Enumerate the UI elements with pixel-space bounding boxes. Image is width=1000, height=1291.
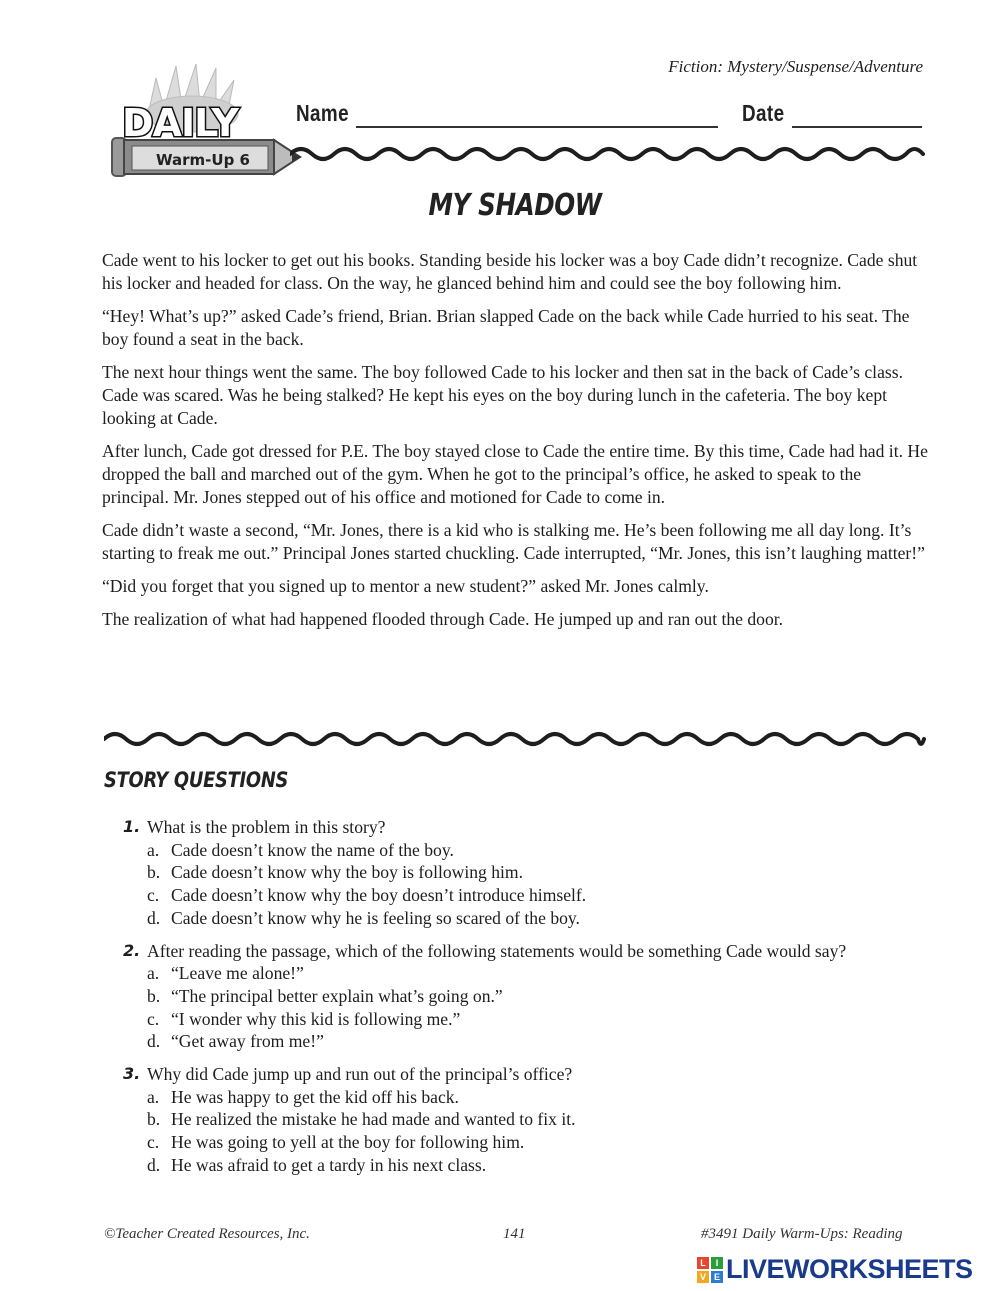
- option-text: “The principal better explain what’s going on.”: [171, 985, 503, 1006]
- question-prompt: What is the problem in this story?: [147, 817, 386, 837]
- header-wave-divider: [290, 140, 925, 168]
- option-letter: d.: [147, 1031, 161, 1052]
- paragraph: Cade didn’t waste a second, “Mr. Jones, there is a kid who is stalking me. He’s been following me all day long. It’s starting to freak me out.” Principal Jones started chuckling. Cade interrupted, “Mr. Jones, this isn’t laughing matter!”: [102, 520, 925, 563]
- brand-block-letter: V: [697, 1271, 709, 1283]
- story-title: MY SHADOW: [428, 188, 602, 223]
- copyright-text: ©Teacher Created Resources, Inc.: [104, 1226, 310, 1242]
- option-letter: c.: [147, 1008, 160, 1029]
- question-1: [122, 816, 912, 930]
- paragraph: The realization of what had happened flooded through Cade. He jumped up and ran out the door.: [102, 609, 784, 629]
- paragraph: “Hey! What’s up?” asked Cade’s friend, Brian. Brian slapped Cade on the back while Cade hurried to his seat. The boy found a seat in the back.: [102, 306, 910, 349]
- option-letter: a.: [147, 963, 160, 984]
- question-2: [122, 940, 912, 1054]
- option-letter: a.: [147, 1086, 160, 1107]
- answer-option[interactable]: [147, 985, 912, 1008]
- page-number: 141: [503, 1226, 526, 1242]
- answer-option[interactable]: [147, 839, 912, 862]
- paragraph: “Did you forget that you signed up to mentor a new student?” asked Mr. Jones calmly.: [102, 576, 709, 596]
- option-letter: b.: [147, 985, 161, 1006]
- answer-option[interactable]: [147, 1131, 912, 1154]
- question-3: [122, 1063, 912, 1177]
- answer-option[interactable]: [147, 884, 912, 907]
- date-field[interactable]: [792, 126, 922, 128]
- question-number: 3.: [123, 1064, 141, 1084]
- option-text: He realized the mistake he had made and wanted to fix it.: [171, 1109, 576, 1130]
- brand-block-letter: E: [711, 1271, 723, 1283]
- section-wave-divider: [104, 724, 926, 754]
- answer-option[interactable]: [147, 1086, 912, 1109]
- answer-option[interactable]: [147, 1154, 912, 1177]
- paragraph: Cade went to his locker to get out his books. Standing beside his locker was a boy Cade didn’t recognize. Cade shut his locker and headed for class. On the way, he glanced behind him and could see the boy following him.: [102, 250, 918, 293]
- answer-option[interactable]: [147, 1030, 912, 1053]
- option-letter: d.: [147, 1154, 161, 1175]
- story-passage: [102, 249, 932, 641]
- option-text: Cade doesn’t know why the boy is following him.: [171, 862, 524, 883]
- paragraph: The next hour things went the same. The boy followed Cade to his locker and then sat in the back of Cade’s class. Cade was scared. Was he being stalked? He kept his eyes on the boy during lunch in the cafeteria. The boy kept looking at Cade.: [102, 362, 903, 428]
- logo-subtitle: Warm-Up 6: [156, 151, 250, 169]
- option-text: He was happy to get the kid off his back.: [171, 1086, 459, 1107]
- option-text: Cade doesn’t know why he is feeling so scared of the boy.: [171, 907, 580, 928]
- option-text: “Get away from me!”: [171, 1031, 324, 1052]
- answer-option[interactable]: [147, 1008, 912, 1031]
- question-prompt: Why did Cade jump up and run out of the principal’s office?: [147, 1064, 573, 1085]
- name-field[interactable]: [356, 126, 718, 128]
- liveworksheets-brand[interactable]: [697, 1254, 973, 1285]
- question-number: 2.: [123, 940, 141, 960]
- option-text: He was afraid to get a tardy in his next class.: [171, 1154, 487, 1175]
- option-text: “Leave me alone!”: [171, 963, 304, 984]
- answer-option[interactable]: [147, 1108, 912, 1131]
- option-letter: c.: [147, 885, 160, 906]
- answer-option[interactable]: [147, 861, 912, 884]
- story-questions-heading: STORY QUESTIONS: [104, 768, 289, 792]
- option-letter: c.: [147, 1132, 160, 1153]
- option-letter: b.: [147, 862, 161, 883]
- option-letter: a.: [147, 839, 160, 860]
- option-text: “I wonder why this kid is following me.”: [171, 1008, 461, 1029]
- option-letter: b.: [147, 1109, 161, 1130]
- question-list: [122, 816, 912, 1187]
- liveworksheets-wordmark: LIVEWORKSHEETS: [726, 1254, 973, 1284]
- answer-option[interactable]: [147, 907, 912, 930]
- daily-warmup-logo: [104, 58, 304, 188]
- name-date-row: [296, 100, 922, 134]
- option-text: Cade doesn’t know the name of the boy.: [171, 839, 454, 860]
- option-letter: d.: [147, 907, 161, 928]
- name-label: Name: [296, 100, 350, 126]
- question-prompt: After reading the passage, which of the following statements would be something Cade would say?: [147, 940, 847, 961]
- logo-word: DAILY: [122, 101, 238, 145]
- genre-label: Fiction: Mystery/Suspense/Adventure: [668, 57, 923, 76]
- option-text: He was going to yell at the boy for following him.: [171, 1132, 525, 1153]
- option-text: Cade doesn’t know why the boy doesn’t introduce himself.: [171, 885, 587, 906]
- liveworksheets-blocks-icon: [697, 1257, 723, 1283]
- question-number: 1.: [123, 817, 141, 836]
- book-title: #3491 Daily Warm-Ups: Reading: [701, 1226, 903, 1242]
- paragraph: After lunch, Cade got dressed for P.E. The boy stayed close to Cade the entire time. By this time, Cade had had it. He dropped the ball and marched out of the gym. When he got to the principal’s office, he asked to speak to the principal. Mr. Jones stepped out of his office and motioned for Cade to come in.: [102, 441, 928, 507]
- brand-block-letter: L: [697, 1257, 709, 1269]
- brand-block-letter: I: [711, 1257, 723, 1269]
- answer-option[interactable]: [147, 962, 912, 985]
- date-label: Date: [742, 100, 785, 126]
